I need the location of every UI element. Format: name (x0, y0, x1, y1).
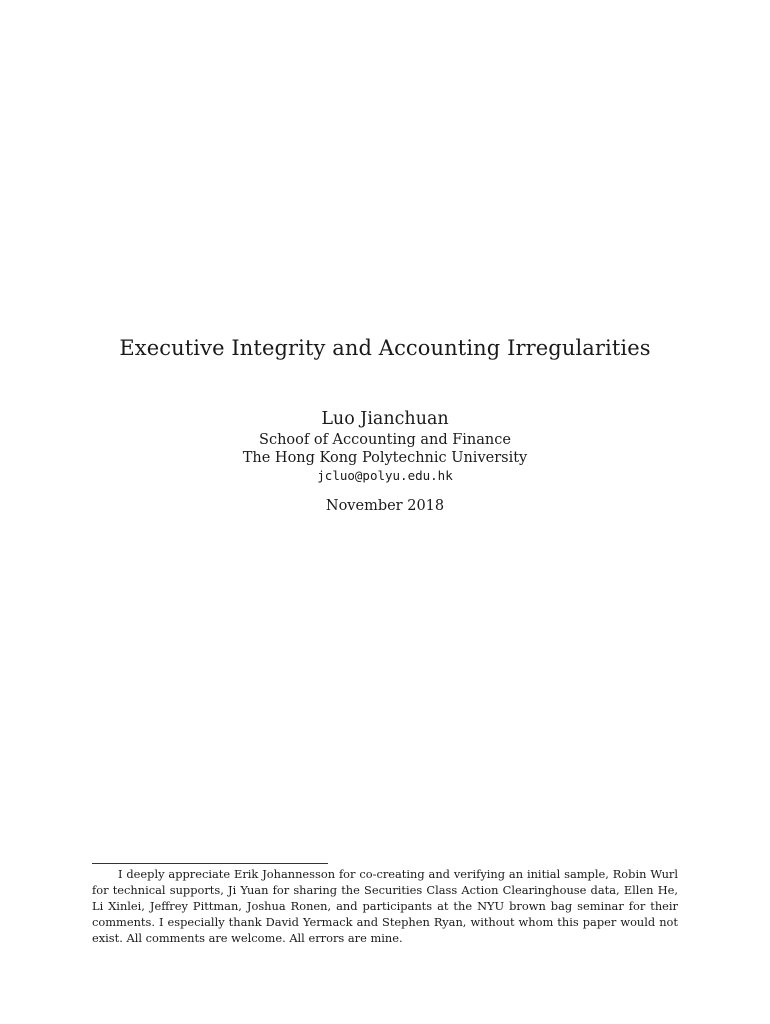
author-email: jcluo@polyu.edu.hk (317, 468, 453, 483)
footnote-divider (92, 863, 328, 864)
paper-date: November 2018 (325, 498, 445, 514)
acknowledgment-footnote (92, 866, 678, 946)
author-block (0, 407, 770, 515)
author-university: The Hong Kong Polytechnic University (242, 450, 528, 466)
author-name: Luo Jianchuan (321, 409, 449, 429)
author-school: Schoof of Accounting and Finance (259, 432, 511, 448)
footnote-text: I deeply appreciate Erik Johannesson for co-creating and verifying an initial sample, Robin Wurl for technical supports, Ji Yuan for sharing the Securities Class Action Clearinghouse data, Ellen He, Li Xinlei, Jeffrey Pittman, Joshua Ronen, and participants at the NYU brown bag seminar for their comments. I especially thank David Yermack and Stephen Ryan, without whom this paper would not exist. All comments are welcome. All errors are mine. (92, 867, 678, 945)
paper-title: Executive Integrity and Accounting Irregularities (119, 336, 651, 360)
